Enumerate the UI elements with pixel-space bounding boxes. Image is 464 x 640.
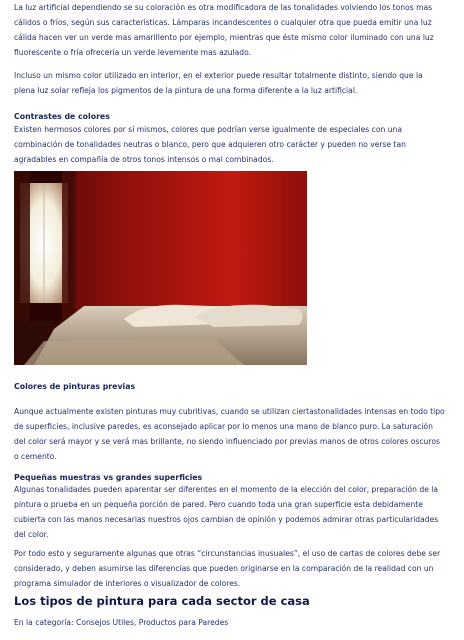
heading-contrastes: Contrastes de colores (14, 112, 110, 121)
paragraph-artificial-light: La luz artificial dependiendo se su coloración es otra modificadora de las tonalidades volviendo los tonos mas cálidos o fríos, según sus características. Lámparas incandescentes o cualquier otra que pueda emitir una luz cálida hacen ver un verde mas amarillento por ejemplo, mientras que éste mismo color iluminado con una luz fluorescente o fría ofrecería un verde levemente mas azulado. (14, 3, 434, 57)
paragraph-conclusion: Por todo esto y seguramente algunas que otras “circunstancias inusuales”, el uso de cartas de colores debe ser considerado, y deben asumirse las diferencias que pueden originarse en la comparación de la realidad con un programa simulador de interiores o visualizador de colores. (14, 549, 441, 588)
category-separator: , (133, 618, 137, 627)
category-line (14, 618, 228, 627)
category-link-productos[interactable]: Productos para Paredes (138, 618, 229, 627)
bedroom-illustration (14, 171, 307, 365)
related-post-title[interactable]: Los tipos de pintura para cada sector de casa (14, 594, 310, 608)
category-prefix: En la categoría: (14, 618, 74, 627)
paragraph-pinturas-previas: Aunque actualmente existen pinturas muy cubritivas, cuando se utilizan ciertastonalidades intensas en todo tipo de superficies, inclusive paredes, es aconsejado aplicar por lo menos una mano de blanco puro. La saturación del color será mayor y se verá mas brillante, no siendo influenciado por previas manos de otros colores oscuros o cemento. (14, 407, 445, 461)
paragraph-contrastes: Existen hermosos colores por sí mismos, colores que podrían verse igualmente de especiales con una combinación de tonalidades neutras o blanco, pero que adquieren otro carácter y pueden no verse tan agradables en compañía de otros tonos intensos o mal combinados. (14, 125, 406, 164)
red-bedroom-photo (14, 171, 307, 365)
category-link-consejos[interactable]: Consejos Utiles (76, 618, 134, 627)
heading-pinturas-previas: Colores de pinturas previas (14, 382, 136, 391)
paragraph-exterior-light: Incluso un mismo color utilizado en interior, en el exterior puede resultar totalmente distinto, siendo que la plena luz solar refleja los pigmentos de la pintura de una forma diferente a la luz artificial. (14, 71, 423, 95)
heading-muestras: Pequeñas muestras vs grandes superficies (14, 473, 203, 482)
paragraph-muestras: Algunas tonalidades pueden aparentar ser diferentes en el momento de la elección del color, preparación de la pintura o prueba en un pequeña porción de pared. Pero cuando toda una gran superficie esta debidamente cubierta con las manos necesarias nuestros ojos cambian de opinión y podemos admirar otras particularidades del color. (14, 485, 439, 539)
